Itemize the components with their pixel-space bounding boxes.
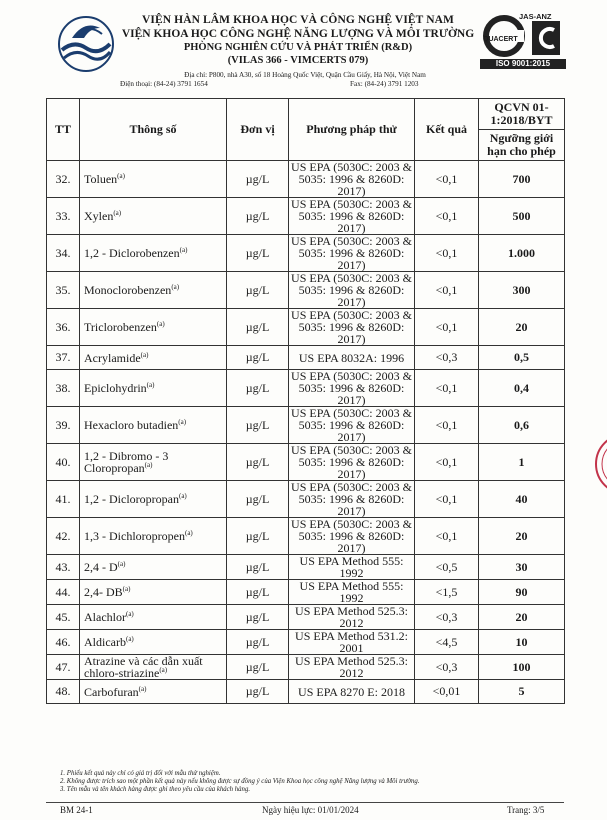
parameter-name: 2,4 - D [84, 560, 118, 574]
row-number: 40. [47, 444, 80, 481]
row-number: 43. [47, 555, 80, 580]
row-number: 34. [47, 235, 80, 272]
result-cell: <0,1 [415, 481, 479, 518]
header-fax: Fax: (84-24) 3791 1203 [350, 80, 419, 88]
table-row [47, 655, 565, 680]
footnote-1: 1. Phiếu kết quả này chỉ có giá trị đối với mẫu thử nghiệm. [60, 770, 221, 777]
accreditation-marker: (a) [117, 172, 125, 180]
parameter-name: Acrylamide [84, 350, 141, 365]
table-row [47, 309, 565, 346]
result-cell: <4,5 [415, 630, 479, 655]
unit-cell: µg/L [227, 481, 289, 518]
result-cell: <0,1 [415, 272, 479, 309]
row-number: 41. [47, 481, 80, 518]
quacert-label: QUACERT [483, 36, 518, 43]
method-cell: US EPA (5030C: 2003 & 5035: 1996 & 8260D: 2017) [289, 481, 415, 518]
table-row [47, 407, 565, 444]
parameter-cell [80, 198, 227, 235]
unit-cell: µg/L [227, 272, 289, 309]
result-cell: <0,1 [415, 235, 479, 272]
header-block [118, 13, 478, 67]
accreditation-marker: (a) [159, 666, 168, 674]
results-table [46, 98, 565, 704]
unit-cell: µg/L [227, 370, 289, 407]
table-row [47, 370, 565, 407]
unit-cell: µg/L [227, 630, 289, 655]
method-cell: US EPA (5030C: 2003 & 5035: 1996 & 8260D: 2017) [289, 370, 415, 407]
method-cell: US EPA Method 525.3: 2012 [289, 605, 415, 630]
parameter-name: Hexacloro butadien [84, 418, 179, 432]
result-cell: <0,1 [415, 407, 479, 444]
parameter-name: 1,2 - Dibromo - 3 Cloropropan [84, 449, 169, 475]
accreditation-marker: (a) [117, 560, 126, 568]
table-row [47, 605, 565, 630]
row-number: 39. [47, 407, 80, 444]
limit-cell: 20 [479, 518, 565, 555]
limit-cell: 10 [479, 630, 565, 655]
parameter-cell [80, 555, 227, 580]
method-cell: US EPA (5030C: 2003 & 5035: 1996 & 8260D: 2017) [289, 407, 415, 444]
parameter-cell [80, 235, 227, 272]
limit-cell: 100 [479, 655, 565, 680]
header-contacts [120, 80, 500, 89]
table-row [47, 444, 565, 481]
accreditation-marker: (a) [184, 529, 193, 537]
accreditation-marker: (a) [140, 350, 149, 359]
unit-cell: µg/L [227, 235, 289, 272]
limit-cell: 700 [479, 161, 565, 198]
accreditation-marker: (a) [156, 320, 165, 328]
header-phone: Điện thoại: (84-24) 3791 1654 [120, 80, 208, 88]
parameter-name: Monoclorobenzen [84, 283, 172, 297]
method-cell: US EPA (5030C: 2003 & 5035: 1996 & 8260D: 2017) [289, 272, 415, 309]
table-header-row [47, 99, 565, 161]
method-cell: US EPA Method 555: 1992 [289, 555, 415, 580]
method-cell: US EPA (5030C: 2003 & 5035: 1996 & 8260D: 2017) [289, 198, 415, 235]
limit-cell: 30 [479, 555, 565, 580]
parameter-name: Xylen [84, 209, 114, 223]
parameter-name: 1,2 - Diclorobenzen [84, 246, 180, 260]
parameter-name: Aldicarb [84, 635, 126, 649]
unit-cell: µg/L [227, 346, 289, 370]
result-cell: <0,01 [415, 680, 479, 704]
method-cell: US EPA (5030C: 2003 & 5035: 1996 & 8260D: 2017) [289, 235, 415, 272]
unit-cell: µg/L [227, 407, 289, 444]
parameter-cell [80, 605, 227, 630]
parameter-cell [80, 655, 227, 680]
parameter-name: 2,4- DB [84, 585, 123, 599]
parameter-cell [80, 580, 227, 605]
accreditation-marker: (a) [125, 635, 134, 643]
limit-cell: 40 [479, 481, 565, 518]
limit-cell: 300 [479, 272, 565, 309]
method-cell: US EPA 8270 E: 2018 [289, 680, 415, 704]
parameter-cell [80, 272, 227, 309]
header-institute: VIỆN KHOA HỌC CÔNG NGHỆ NĂNG LƯỢNG VÀ MÔI TRƯỜNG [121, 28, 475, 40]
method-cell: US EPA Method 555: 1992 [289, 580, 415, 605]
limit-cell: 20 [479, 309, 565, 346]
iso-label: ISO 9001:2015 [480, 59, 566, 69]
row-number: 37. [47, 346, 80, 370]
parameter-cell [80, 680, 227, 704]
table-row [47, 198, 565, 235]
parameter-name: Carbofuran [84, 684, 139, 699]
table-row [47, 346, 565, 370]
table-row [47, 235, 565, 272]
accreditation-marker: (a) [138, 684, 147, 693]
parameter-cell [80, 444, 227, 481]
unit-cell: µg/L [227, 161, 289, 198]
table-row [47, 161, 565, 198]
unit-cell: µg/L [227, 605, 289, 630]
accreditation-marker: (a) [179, 246, 188, 254]
unit-cell: µg/L [227, 680, 289, 704]
accreditation-marker: (a) [113, 209, 122, 217]
result-cell: <1,5 [415, 580, 479, 605]
table-body [47, 161, 565, 704]
header-address: Địa chỉ: P800, nhà A30, số 18 Hoàng Quốc Việt, Quận Cầu Giấy, Hà Nội, Việt Nam [184, 71, 426, 79]
parameter-name: Alachlor [84, 610, 126, 624]
accreditation-marker: (a) [178, 492, 187, 500]
red-stamp-fragment [590, 428, 607, 500]
parameter-cell [80, 407, 227, 444]
effective-date: Ngày hiệu lực: 01/01/2024 [262, 805, 359, 815]
method-cell: US EPA (5030C: 2003 & 5035: 1996 & 8260D: 2017) [289, 309, 415, 346]
limit-cell: 1.000 [479, 235, 565, 272]
parameter-cell [80, 346, 227, 370]
parameter-name: Epiclohydrin [84, 381, 147, 395]
unit-cell: µg/L [227, 444, 289, 481]
row-number: 47. [47, 655, 80, 680]
parameter-name: 1,2 - Dicloropropan [84, 492, 179, 506]
row-number: 48. [47, 680, 80, 704]
limit-cell: 1 [479, 444, 565, 481]
row-number: 35. [47, 272, 80, 309]
result-cell: <0,1 [415, 198, 479, 235]
limit-cell: 500 [479, 198, 565, 235]
institute-logo [56, 14, 116, 76]
method-cell: US EPA (5030C: 2003 & 5035: 1996 & 8260D: 2017) [289, 161, 415, 198]
footnote-3: 3. Tên mẫu và tên khách hàng được ghi theo yêu cầu của khách hàng. [60, 786, 251, 793]
col-header-result: Kết quả [415, 99, 479, 161]
table-row [47, 680, 565, 704]
standard-limit-label: Ngưỡng giới hạn cho phép [487, 131, 556, 158]
col-header-tt: TT [47, 99, 80, 161]
parameter-cell [80, 161, 227, 198]
accreditation-marker: (a) [178, 418, 187, 426]
result-cell: <0,3 [415, 605, 479, 630]
row-number: 32. [47, 161, 80, 198]
row-number: 44. [47, 580, 80, 605]
method-cell: US EPA Method 531.2: 2001 [289, 630, 415, 655]
limit-cell: 0,5 [479, 346, 565, 370]
result-cell: <0,1 [415, 444, 479, 481]
unit-cell: µg/L [227, 198, 289, 235]
parameter-name: Atrazine và các dẫn xuất chloro-striazine [84, 654, 203, 680]
col-header-standard [479, 99, 565, 161]
result-cell: <0,1 [415, 518, 479, 555]
jas-anz-label: JAS-ANZ [519, 12, 552, 21]
form-code: BM 24-1 [60, 805, 93, 815]
row-number: 46. [47, 630, 80, 655]
row-number: 45. [47, 605, 80, 630]
parameter-cell [80, 518, 227, 555]
unit-cell: µg/L [227, 518, 289, 555]
row-number: 42. [47, 518, 80, 555]
accreditation-marker: (a) [171, 283, 180, 291]
limit-cell: 0,6 [479, 407, 565, 444]
table-row [47, 481, 565, 518]
header-department: PHÒNG NGHIÊN CỨU VÀ PHÁT TRIỂN (R&D) [183, 42, 413, 53]
row-number: 33. [47, 198, 80, 235]
table-row [47, 630, 565, 655]
table-row [47, 580, 565, 605]
page-number: Trang: 3/5 [507, 805, 545, 815]
method-cell: US EPA (5030C: 2003 & 5035: 1996 & 8260D: 2017) [289, 444, 415, 481]
row-number: 36. [47, 309, 80, 346]
unit-cell: µg/L [227, 555, 289, 580]
result-cell: <0,1 [415, 161, 479, 198]
parameter-name: Triclorobenzen [84, 320, 157, 334]
parameter-cell [80, 309, 227, 346]
result-cell: <0,3 [415, 655, 479, 680]
footer-divider [46, 802, 564, 803]
unit-cell: µg/L [227, 580, 289, 605]
method-cell: US EPA Method 525.3: 2012 [289, 655, 415, 680]
result-cell: <0,1 [415, 309, 479, 346]
unit-cell: µg/L [227, 655, 289, 680]
col-header-param: Thông số [80, 99, 227, 161]
header-academy: VIỆN HÀN LÂM KHOA HỌC VÀ CÔNG NGHỆ VIỆT NAM [142, 14, 454, 26]
result-cell: <0,5 [415, 555, 479, 580]
accreditation-marker: (a) [122, 585, 131, 593]
parameter-name: Toluen [84, 172, 118, 186]
parameter-name: 1,3 - Dichloropropen [84, 529, 185, 543]
unit-cell: µg/L [227, 309, 289, 346]
header-accreditation: (VILAS 366 - VIMCERTS 079) [227, 55, 369, 66]
col-header-unit: Đơn vị [227, 99, 289, 161]
accreditation-marker: (a) [146, 381, 155, 389]
col-header-method: Phương pháp thử [289, 99, 415, 161]
method-cell: US EPA 8032A: 1996 [289, 346, 415, 370]
footnote-2: 2. Không được trích sao một phần kết quả này nếu không được sự đồng ý của Viện Khoa học công nghệ Năng lượng và Môi trường. [60, 778, 420, 785]
limit-cell: 90 [479, 580, 565, 605]
accreditation-marker: (a) [125, 610, 134, 618]
table-row [47, 518, 565, 555]
method-cell: US EPA (5030C: 2003 & 5035: 1996 & 8260D: 2017) [289, 518, 415, 555]
accreditation-marker: (a) [144, 461, 153, 469]
footnotes [60, 770, 560, 794]
parameter-cell [80, 481, 227, 518]
parameter-cell [80, 370, 227, 407]
limit-cell: 5 [479, 680, 565, 704]
standard-name: QCVN 01-1:2018/BYT [479, 99, 564, 130]
table-row [47, 272, 565, 309]
limit-cell: 0,4 [479, 370, 565, 407]
limit-cell: 20 [479, 605, 565, 630]
result-cell: <0,3 [415, 346, 479, 370]
table-row [47, 555, 565, 580]
result-cell: <0,1 [415, 370, 479, 407]
row-number: 38. [47, 370, 80, 407]
parameter-cell [80, 630, 227, 655]
